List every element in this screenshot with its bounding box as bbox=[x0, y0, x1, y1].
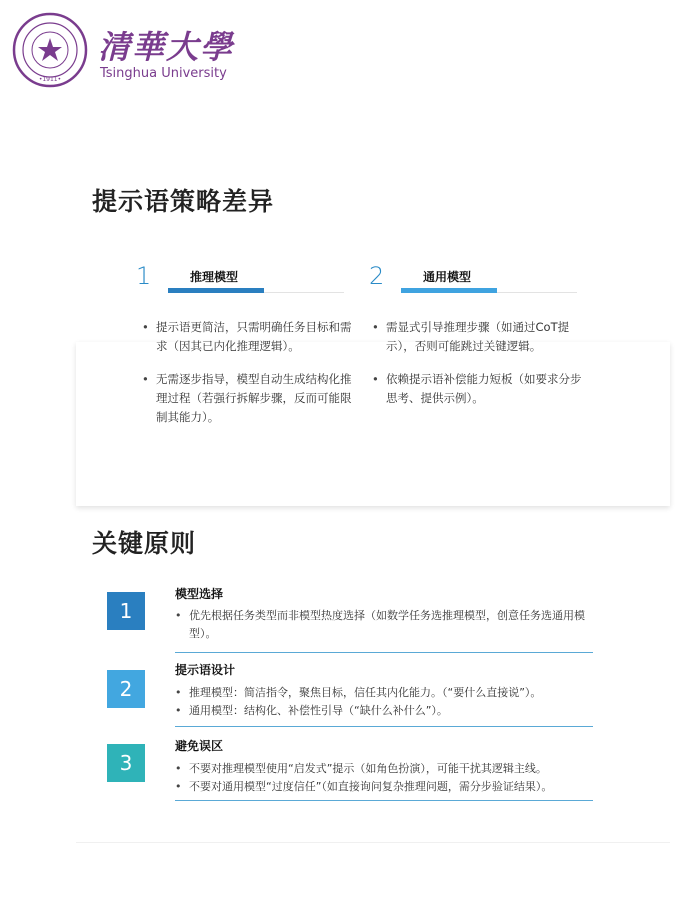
principle-3-number-box: 3 bbox=[107, 744, 145, 782]
strategy-col2-bullet: • 依赖提示语补偿能力短板（如要求分步思考、提供示例）。 bbox=[372, 370, 592, 408]
strategy-col1-bullet: • 无需逐步指导，模型自动生成结构化推理过程（若强行拆解步骤，反而可能限制其能力）。 bbox=[142, 370, 362, 427]
principle-2-number-box: 2 bbox=[107, 670, 145, 708]
principle-1-title: 模型选择 bbox=[175, 587, 224, 601]
strategy-col1-label: 推理模型 bbox=[190, 270, 239, 284]
principle-2-bullet: • 推理模型：简洁指令，聚焦目标，信任其内化能力。（“要什么直接说”）。 bbox=[175, 684, 609, 702]
university-seal-icon bbox=[12, 12, 88, 88]
principle-3-bullet: • 不要对通用模型“过度信任”（如直接询问复杂推理问题，需分步验证结果）。 bbox=[175, 778, 609, 796]
principle-1-divider bbox=[175, 652, 593, 653]
strategy-col2-bullet: • 需显式引导推理步骤（如通过CoT提示），否则可能跳过关键逻辑。 bbox=[372, 318, 592, 356]
principle-3-divider bbox=[175, 800, 593, 801]
strategy-col2-label: 通用模型 bbox=[423, 270, 472, 284]
principle-2-bullet: • 通用模型：结构化、补偿性引导（“缺什么补什么”）。 bbox=[175, 702, 609, 720]
strategy-col1-accent-bar bbox=[168, 288, 264, 293]
svg-text:•1911•: •1911• bbox=[38, 76, 62, 83]
principles-section-title: 关键原则 bbox=[92, 529, 197, 558]
strategy-col1-number: 1 bbox=[136, 262, 152, 290]
principle-3-bullet: • 不要对推理模型使用“启发式”提示（如角色扮演），可能干扰其逻辑主线。 bbox=[175, 760, 609, 778]
university-chinese-name: 清華大學 bbox=[98, 28, 235, 66]
strategy-col1-bullet: • 提示语更简洁，只需明确任务目标和需求（因其已内化推理逻辑）。 bbox=[142, 318, 362, 356]
strategy-section-title: 提示语策略差异 bbox=[92, 187, 275, 216]
principle-3-title: 避免误区 bbox=[175, 739, 224, 753]
principle-1-number-box: 1 bbox=[107, 592, 145, 630]
principle-1-bullet: • 优先根据任务类型而非模型热度选择（如数学任务选推理模型，创意任务选通用模型）。 bbox=[175, 607, 609, 643]
principle-2-title: 提示语设计 bbox=[175, 663, 236, 677]
principle-2-divider bbox=[175, 726, 593, 727]
strategy-col2-number: 2 bbox=[369, 262, 385, 290]
university-english-name: Tsinghua University bbox=[100, 66, 227, 81]
strategy-col2-accent-bar bbox=[401, 288, 497, 293]
footer-divider bbox=[76, 842, 670, 843]
